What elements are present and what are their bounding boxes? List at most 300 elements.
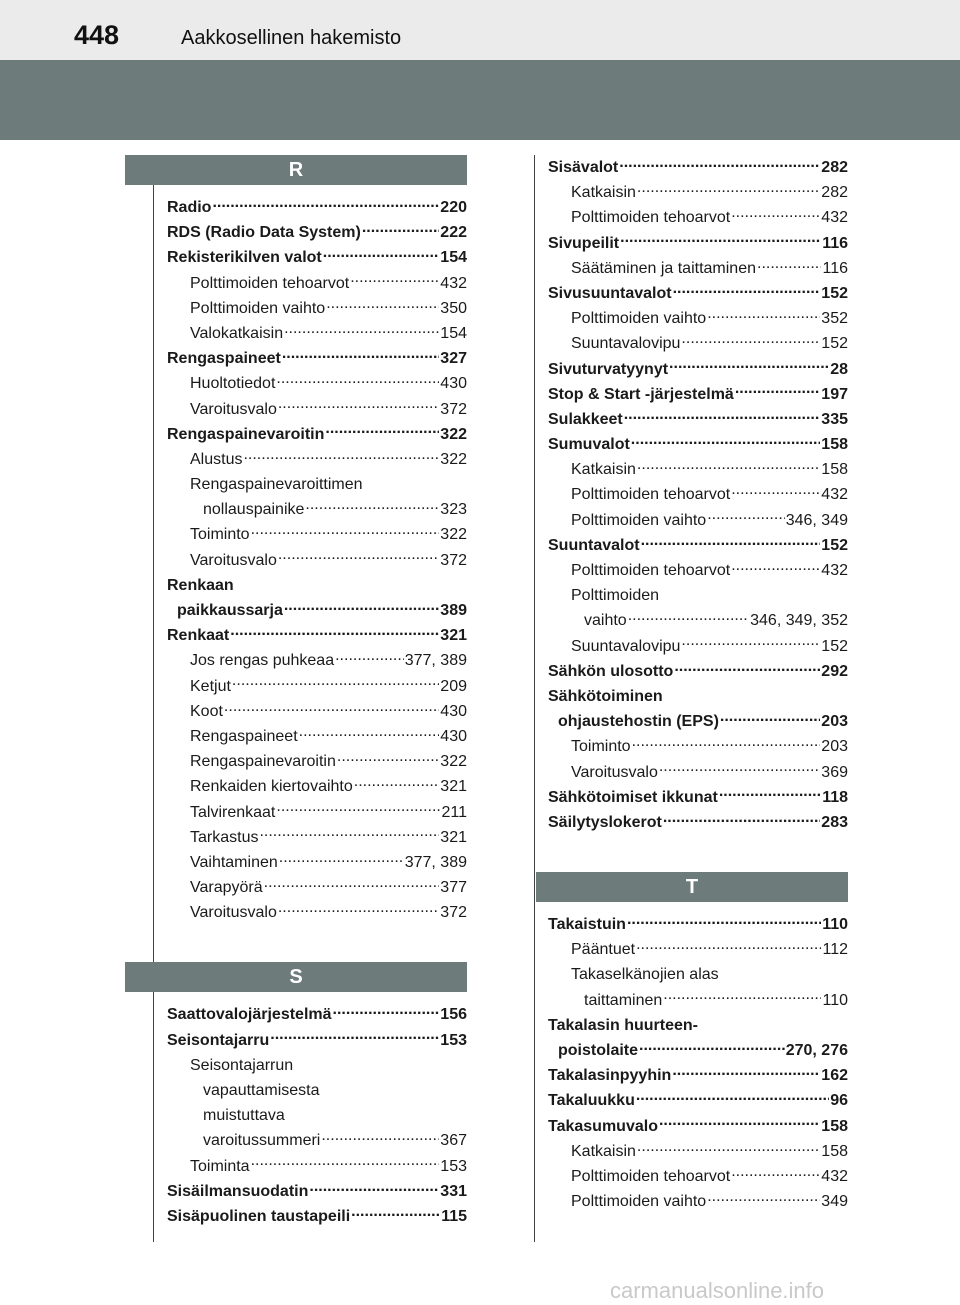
entry-term: Polttimoiden tehoarvot: [571, 209, 731, 227]
dot-leader: [235, 574, 466, 590]
entry-term: Koot: [190, 702, 223, 720]
dot-leader: [251, 523, 440, 539]
index-entry: [155, 774, 467, 799]
entry-term: Seisontajarrun: [190, 1056, 294, 1074]
index-entry: [155, 900, 467, 925]
index-entry: [536, 508, 848, 533]
index-entry: [155, 195, 467, 220]
entry-term: Sivupeilit: [548, 234, 620, 252]
dot-leader: [636, 938, 821, 954]
dot-leader: [326, 297, 439, 313]
index-entry: [155, 371, 467, 396]
dot-leader: [299, 725, 440, 741]
entry-page: 349: [821, 1193, 848, 1211]
dot-leader: [624, 408, 821, 424]
entry-term: Tarkastus: [190, 828, 259, 846]
index-entry: [536, 785, 848, 810]
index-entry: [155, 724, 467, 749]
index-entry: [155, 522, 467, 547]
dot-leader: [294, 1054, 466, 1070]
dot-leader: [284, 322, 439, 338]
dot-leader: [719, 786, 821, 802]
index-entry: [155, 220, 467, 245]
index-entry: [155, 825, 467, 850]
entry-term: Säätäminen ja taittaminen: [571, 259, 756, 277]
index-entry: [155, 850, 467, 875]
section-header: S: [125, 962, 467, 992]
entry-term: Katkaisin: [571, 1142, 636, 1160]
dot-leader: [628, 609, 749, 625]
dot-leader: [284, 599, 439, 615]
dot-leader: [276, 372, 439, 388]
entry-page: 158: [821, 436, 848, 454]
dot-leader: [659, 761, 820, 777]
entry-term: Polttimoiden: [571, 587, 660, 605]
entry-page: 322: [440, 753, 467, 771]
entry-page: 292: [821, 662, 848, 680]
entry-page: 321: [440, 778, 467, 796]
index-entry: [536, 912, 848, 937]
entry-page: 432: [821, 1167, 848, 1185]
entry-term: Katkaisin: [571, 461, 636, 479]
entry-term: Polttimoiden vaihto: [571, 1193, 707, 1211]
dot-leader: [669, 358, 829, 374]
dot-leader: [681, 332, 820, 348]
index-entry: [155, 1103, 467, 1128]
entry-page: 211: [441, 803, 467, 821]
index-entry: [536, 1088, 848, 1113]
dot-leader: [674, 660, 820, 676]
dot-leader: [321, 1079, 466, 1095]
entry-page: 322: [440, 425, 467, 443]
index-entry: [155, 1154, 467, 1179]
index-entry: [536, 760, 848, 785]
index-entry: [155, 346, 467, 371]
index-entry: [536, 558, 848, 583]
entry-term: Sisäpuolinen taustapeili: [167, 1207, 351, 1225]
index-entry: [536, 331, 848, 356]
dot-leader: [663, 811, 820, 827]
entry-page: 369: [821, 763, 848, 781]
index-entry: [155, 800, 467, 825]
entry-term: taittaminen: [584, 991, 663, 1009]
index-entry: [536, 709, 848, 734]
index-entry: [536, 1164, 848, 1189]
index-entry: [536, 810, 848, 835]
left-column-rule: [153, 182, 154, 1242]
dot-leader: [212, 196, 439, 212]
dot-leader: [720, 963, 847, 979]
entry-page: 321: [440, 828, 467, 846]
dot-leader: [632, 735, 821, 751]
entry-term: RDS (Radio Data System): [167, 224, 361, 242]
dot-leader: [230, 624, 439, 640]
entry-page: 322: [440, 526, 467, 544]
entry-page: 118: [822, 788, 848, 806]
entry-term: Sisäilmansuodatin: [167, 1182, 309, 1200]
entry-page: 154: [440, 324, 467, 342]
dot-leader: [731, 206, 820, 222]
entry-page: 323: [440, 501, 467, 519]
entry-term: Polttimoiden vaihto: [571, 511, 707, 529]
dot-leader: [251, 1155, 440, 1171]
entry-term: Varoitusvalo: [190, 904, 277, 922]
index-entry: [536, 1189, 848, 1214]
index-entry: [536, 231, 848, 256]
entry-page: 153: [440, 1157, 467, 1175]
entry-page: 350: [440, 299, 467, 317]
index-entry: [155, 598, 467, 623]
entry-page: 153: [440, 1031, 467, 1049]
index-entry: [155, 573, 467, 598]
entry-term: Rengaspainevaroitin: [190, 753, 336, 771]
entry-page: 154: [440, 249, 467, 267]
entry-term: Takalasin huurteen-: [548, 1016, 698, 1034]
dot-leader: [620, 232, 821, 248]
index-entry: [155, 548, 467, 573]
entry-page: 430: [440, 727, 467, 745]
index-entry: [536, 962, 848, 987]
entry-term: Sähkötoiminen: [548, 687, 663, 705]
index-entry: [155, 245, 467, 270]
index-entry: [536, 482, 848, 507]
dot-leader: [278, 549, 439, 565]
entry-page: 327: [440, 350, 467, 368]
dot-leader: [707, 1190, 820, 1206]
entry-page: 197: [821, 385, 848, 403]
index-entry: [536, 281, 848, 306]
entry-term: vaihto: [584, 612, 627, 630]
entry-term: poistolaite: [558, 1042, 639, 1059]
index-column-left: [155, 155, 467, 1229]
entry-term: Radio: [167, 199, 212, 216]
index-entry: [155, 271, 467, 296]
entry-term: Varapyörä: [190, 879, 263, 897]
dot-leader: [731, 1165, 820, 1181]
index-entry: [155, 296, 467, 321]
page-header: [0, 0, 960, 60]
section-header: R: [125, 155, 467, 185]
entry-term: Polttimoiden tehoarvot: [571, 562, 731, 579]
entry-term: Varoitusvalo: [190, 400, 277, 418]
entry-term: Talvirenkaat: [190, 803, 276, 821]
entry-term: Valokatkaisin: [190, 324, 284, 342]
entry-term: Suuntavalovipu: [571, 637, 681, 655]
index-entry: [536, 180, 848, 205]
dot-leader: [278, 398, 439, 414]
entry-page: 432: [821, 562, 848, 579]
entry-page: 282: [821, 159, 848, 176]
dot-leader: [672, 1064, 820, 1080]
index-entry: [536, 1139, 848, 1164]
index-entry: [536, 988, 848, 1013]
entry-page: 156: [440, 1006, 467, 1024]
index-entry: [536, 1013, 848, 1038]
entry-term: Takasumuvalo: [548, 1117, 658, 1135]
entry-page: 331: [440, 1182, 467, 1200]
right-column-rule: [534, 155, 535, 1242]
entry-page: 335: [821, 410, 848, 428]
entry-term: Alustus: [190, 450, 243, 468]
dot-leader: [731, 483, 820, 499]
entry-page: 432: [821, 486, 848, 504]
index-entry: [536, 407, 848, 432]
index-entry: [155, 447, 467, 472]
index-entry: [536, 1063, 848, 1088]
entry-term: Takaluukku: [548, 1092, 635, 1110]
dot-leader: [243, 448, 439, 464]
entry-term: Rengaspaineet: [190, 727, 298, 745]
dot-leader: [364, 473, 466, 489]
entry-term: nollauspainike: [203, 501, 305, 519]
index-entry: [155, 321, 467, 346]
entry-term: Renkaat: [167, 627, 230, 645]
entry-term: Sivusuuntavalot: [548, 284, 672, 302]
index-entry: [536, 256, 848, 281]
entry-term: Polttimoiden tehoarvot: [571, 1167, 731, 1185]
entry-page: 158: [821, 1142, 848, 1160]
dot-leader: [707, 307, 820, 323]
entry-term: Toiminta: [190, 1157, 250, 1175]
index-entry: [536, 533, 848, 558]
entry-page: 203: [821, 738, 848, 756]
index-entry: [155, 749, 467, 774]
entry-term: Polttimoiden tehoarvot: [571, 486, 731, 504]
index-entry: [536, 432, 848, 457]
entry-term: Takaselkänojien alas: [571, 966, 719, 984]
index-entry: [536, 634, 848, 659]
entry-term: Rengaspainevaroitin: [167, 425, 325, 443]
index-entry: [155, 1078, 467, 1103]
entry-term: Seisontajarru: [167, 1031, 270, 1049]
index-entry: [155, 1002, 467, 1027]
section-header: T: [536, 872, 848, 902]
entry-term: Rengaspainevaroittimen: [190, 476, 363, 494]
entry-term: Vaihtaminen: [190, 853, 278, 871]
index-entry: [155, 422, 467, 447]
entry-page: 372: [440, 551, 467, 569]
entry-term: ohjaustehostin (EPS): [558, 713, 719, 731]
dot-leader: [681, 635, 820, 651]
entry-term: Rengaspaineet: [167, 350, 281, 368]
dot-leader: [305, 498, 439, 514]
index-entry: [155, 1204, 467, 1229]
index-entry: [536, 583, 848, 608]
entry-page: 321: [440, 627, 467, 645]
entry-term: Sähkötoimiset ikkunat: [548, 788, 718, 806]
dot-leader: [335, 649, 404, 665]
index-entry: [155, 1179, 467, 1204]
dot-leader: [279, 851, 404, 867]
entry-term: Polttimoiden vaihto: [190, 299, 326, 317]
dot-leader: [278, 901, 439, 917]
dot-leader: [351, 1205, 440, 1221]
entry-page: 152: [821, 637, 848, 655]
dot-leader: [637, 181, 820, 197]
entry-term: Toiminto: [190, 526, 250, 544]
entry-term: Takalasinpyyhin: [548, 1067, 672, 1085]
entry-page: 389: [440, 602, 467, 619]
dot-leader: [325, 423, 439, 439]
dot-leader: [232, 675, 439, 691]
dot-leader: [259, 826, 439, 842]
entry-term: Stop & Start -järjestelmä: [548, 385, 734, 403]
dot-leader: [673, 282, 821, 298]
entry-page: 158: [821, 461, 848, 479]
page-title: Aakkosellinen hakemisto: [181, 27, 402, 49]
entry-page: 282: [821, 184, 848, 202]
entry-term: Huoltotiedot: [190, 375, 276, 393]
index-column-right: [536, 155, 848, 1214]
index-entry: [536, 357, 848, 382]
dot-leader: [757, 257, 821, 273]
index-entry: [155, 699, 467, 724]
entry-page: 203: [821, 713, 848, 731]
entry-page: 209: [440, 677, 467, 695]
entry-term: Jos rengas puhkeaa: [190, 652, 335, 670]
entry-page: 372: [440, 400, 467, 418]
dot-leader: [354, 775, 440, 791]
entry-term: paikkaussarja: [177, 602, 283, 619]
dot-leader: [282, 347, 439, 363]
entry-term: Rekisterikilven valot: [167, 249, 322, 267]
entry-page: 152: [821, 335, 848, 353]
dot-leader: [362, 221, 439, 237]
index-entry: [536, 205, 848, 230]
entry-term: muistuttava: [203, 1107, 285, 1125]
index-entry: [536, 1114, 848, 1139]
entry-page: 220: [440, 199, 467, 216]
dot-leader: [735, 383, 820, 399]
dot-leader: [309, 1180, 439, 1196]
dot-leader: [639, 1039, 785, 1055]
entry-page: 110: [822, 916, 848, 934]
index-entry: [155, 1028, 467, 1053]
entry-page: 372: [440, 904, 467, 922]
index-entry: [536, 937, 848, 962]
page-number: 448: [74, 20, 120, 50]
entry-page: 270, 276: [785, 1042, 848, 1059]
dot-leader: [286, 1104, 466, 1120]
index-entry: [536, 684, 848, 709]
entry-term: Säilytyslokerot: [548, 813, 662, 831]
index-entry: [536, 382, 848, 407]
entry-term: Varoitusvalo: [571, 763, 658, 781]
index-entry: [155, 397, 467, 422]
dot-leader: [264, 876, 440, 892]
entry-term: Sisävalot: [548, 159, 619, 176]
entry-page: 96: [830, 1092, 848, 1110]
dot-leader: [637, 1140, 820, 1156]
dot-leader: [323, 246, 440, 262]
entry-page: 158: [821, 1117, 848, 1135]
entry-page: 367: [440, 1132, 467, 1150]
entry-page: 222: [440, 224, 467, 242]
index-entry: [155, 648, 467, 673]
entry-term: Polttimoiden tehoarvot: [190, 274, 350, 292]
index-entry: [536, 457, 848, 482]
entry-term: Saattovalojärjestelmä: [167, 1006, 332, 1024]
entry-term: Varoitusvalo: [190, 551, 277, 569]
index-entry: [155, 497, 467, 522]
dot-leader: [321, 1129, 439, 1145]
dot-leader: [276, 801, 440, 817]
entry-page: 116: [822, 234, 848, 252]
index-entry: [155, 1128, 467, 1153]
entry-term: vapauttamisesta: [203, 1082, 320, 1099]
watermark: carmanualsonline.info: [610, 1278, 825, 1303]
index-entry: [155, 875, 467, 900]
entry-term: Sumuvalot: [548, 436, 630, 454]
index-entry: [536, 659, 848, 684]
entry-page: 152: [821, 536, 848, 554]
index-entry: [536, 155, 848, 180]
entry-term: Sulakkeet: [548, 410, 623, 428]
entry-page: 115: [441, 1207, 467, 1225]
entry-term: Suuntavalot: [548, 536, 640, 554]
entry-page: 116: [822, 259, 848, 277]
entry-term: Katkaisin: [571, 184, 636, 202]
dot-leader: [664, 685, 847, 701]
entry-page: 152: [821, 284, 848, 302]
entry-page: 430: [440, 702, 467, 720]
entry-term: Sähkön ulosotto: [548, 662, 674, 680]
index-entry: [155, 674, 467, 699]
entry-page: 28: [830, 360, 848, 378]
entry-page: 322: [440, 450, 467, 468]
dot-leader: [333, 1003, 440, 1019]
dot-leader: [707, 509, 785, 525]
dot-leader: [663, 989, 821, 1005]
entry-page: 112: [822, 941, 848, 959]
index-entry: [536, 608, 848, 633]
entry-term: Sivuturvatyynyt: [548, 360, 669, 378]
index-entry: [155, 623, 467, 648]
dot-leader: [660, 584, 847, 600]
dot-leader: [224, 700, 439, 716]
index-entry: [155, 1053, 467, 1078]
entry-term: Polttimoiden vaihto: [571, 310, 707, 328]
entry-page: 352: [821, 310, 848, 328]
dot-leader: [641, 534, 821, 550]
index-entry: [536, 306, 848, 331]
entry-page: 283: [821, 813, 848, 831]
entry-page: 162: [821, 1067, 848, 1085]
entry-term: Ketjut: [190, 677, 231, 695]
dot-leader: [659, 1115, 820, 1131]
dot-leader: [270, 1029, 439, 1045]
entry-page: 432: [440, 274, 467, 292]
index-entry: [536, 734, 848, 759]
dot-leader: [637, 458, 820, 474]
dot-leader: [636, 1089, 829, 1105]
entry-page: 346, 349, 352: [750, 612, 848, 630]
index-entry: [536, 1038, 848, 1063]
dot-leader: [631, 433, 821, 449]
entry-term: Renkaan: [167, 576, 234, 594]
dot-leader: [699, 1014, 847, 1030]
entry-term: Takaistuin: [548, 916, 626, 934]
entry-page: 377, 389: [404, 652, 467, 670]
dot-leader: [350, 272, 439, 288]
entry-term: Pääntuet: [571, 941, 636, 959]
dot-leader: [720, 710, 820, 726]
entry-term: varoitussummeri: [203, 1132, 321, 1150]
dot-leader: [627, 913, 821, 929]
entry-term: Suuntavalovipu: [571, 335, 681, 353]
dot-leader: [337, 750, 439, 766]
entry-term: Renkaiden kiertovaihto: [190, 778, 353, 796]
